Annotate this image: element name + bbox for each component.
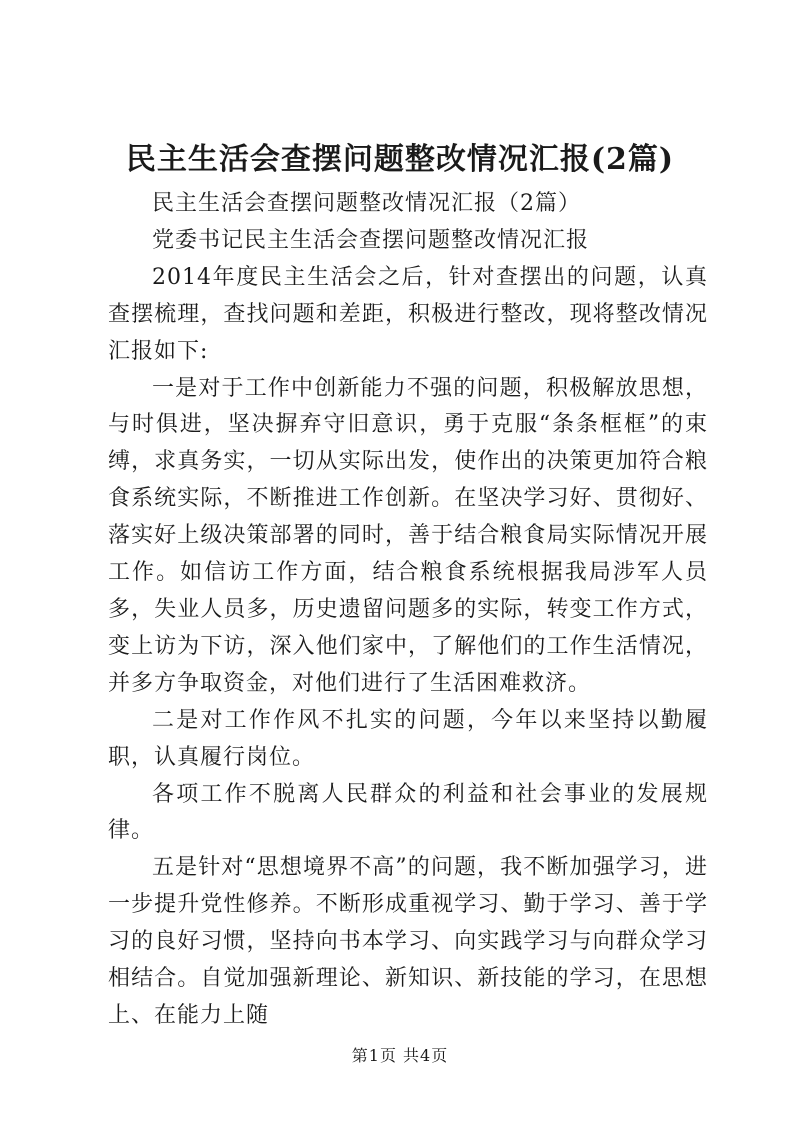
- page-footer: 第1页 共4页: [351, 1046, 449, 1065]
- paragraph-point-one: 一是对于工作中创新能力不强的问题，积极解放思想，与时俱进，坚决摒弃守旧意识，勇于克服“条条框框”的束缚，求真务实，一切从实际出发，使作出的决策更加符合粮食系统实际，不断推进工作创新。在坚决学习好、贯彻好、落实好上级决策部署的同时，善于结合粮食局实际情况开展工作。如信访工作方面，结合粮食系统根据我局涉军人员多，失业人员多，历史遗留问题多的实际，转变工作方式，变上访为下访，深入他们家中，了解他们的工作生活情况，并多方争取资金，对他们进行了生活困难救济。: [108, 375, 708, 696]
- paragraph-report-heading: 党委书记民主生活会查摆问题整改情况汇报: [152, 227, 590, 253]
- document-body: [108, 186, 708, 1035]
- paragraph-intro: 2014年度民主生活会之后，针对查摆出的问题，认真查摆梳理，查找问题和差距，积极进行整改，现将整改情况汇报如下:: [108, 264, 708, 364]
- document-title: 民主生活会查摆问题整改情况汇报(2篇): [125, 142, 675, 177]
- paragraph-subtitle: 民主生活会查摆问题整改情况汇报（2篇）: [152, 191, 581, 216]
- paragraph-work-principle: 各项工作不脱离人民群众的利益和社会事业的发展规律。: [108, 781, 708, 844]
- paragraph-point-two: 二是对工作作风不扎实的问题，今年以来坚持以勤履职，认真履行岗位。: [108, 707, 708, 770]
- paragraph-point-five: 五是针对“思想境界不高”的问题，我不断加强学习，进一步提升党性修养。不断形成重视学习、勤于学习、善于学习的良好习惯，坚持向书本学习、向实践学习与向群众学习相结合。自觉加强新理论、新知识、新技能的学习，在思想上、在能力上随: [108, 855, 708, 1028]
